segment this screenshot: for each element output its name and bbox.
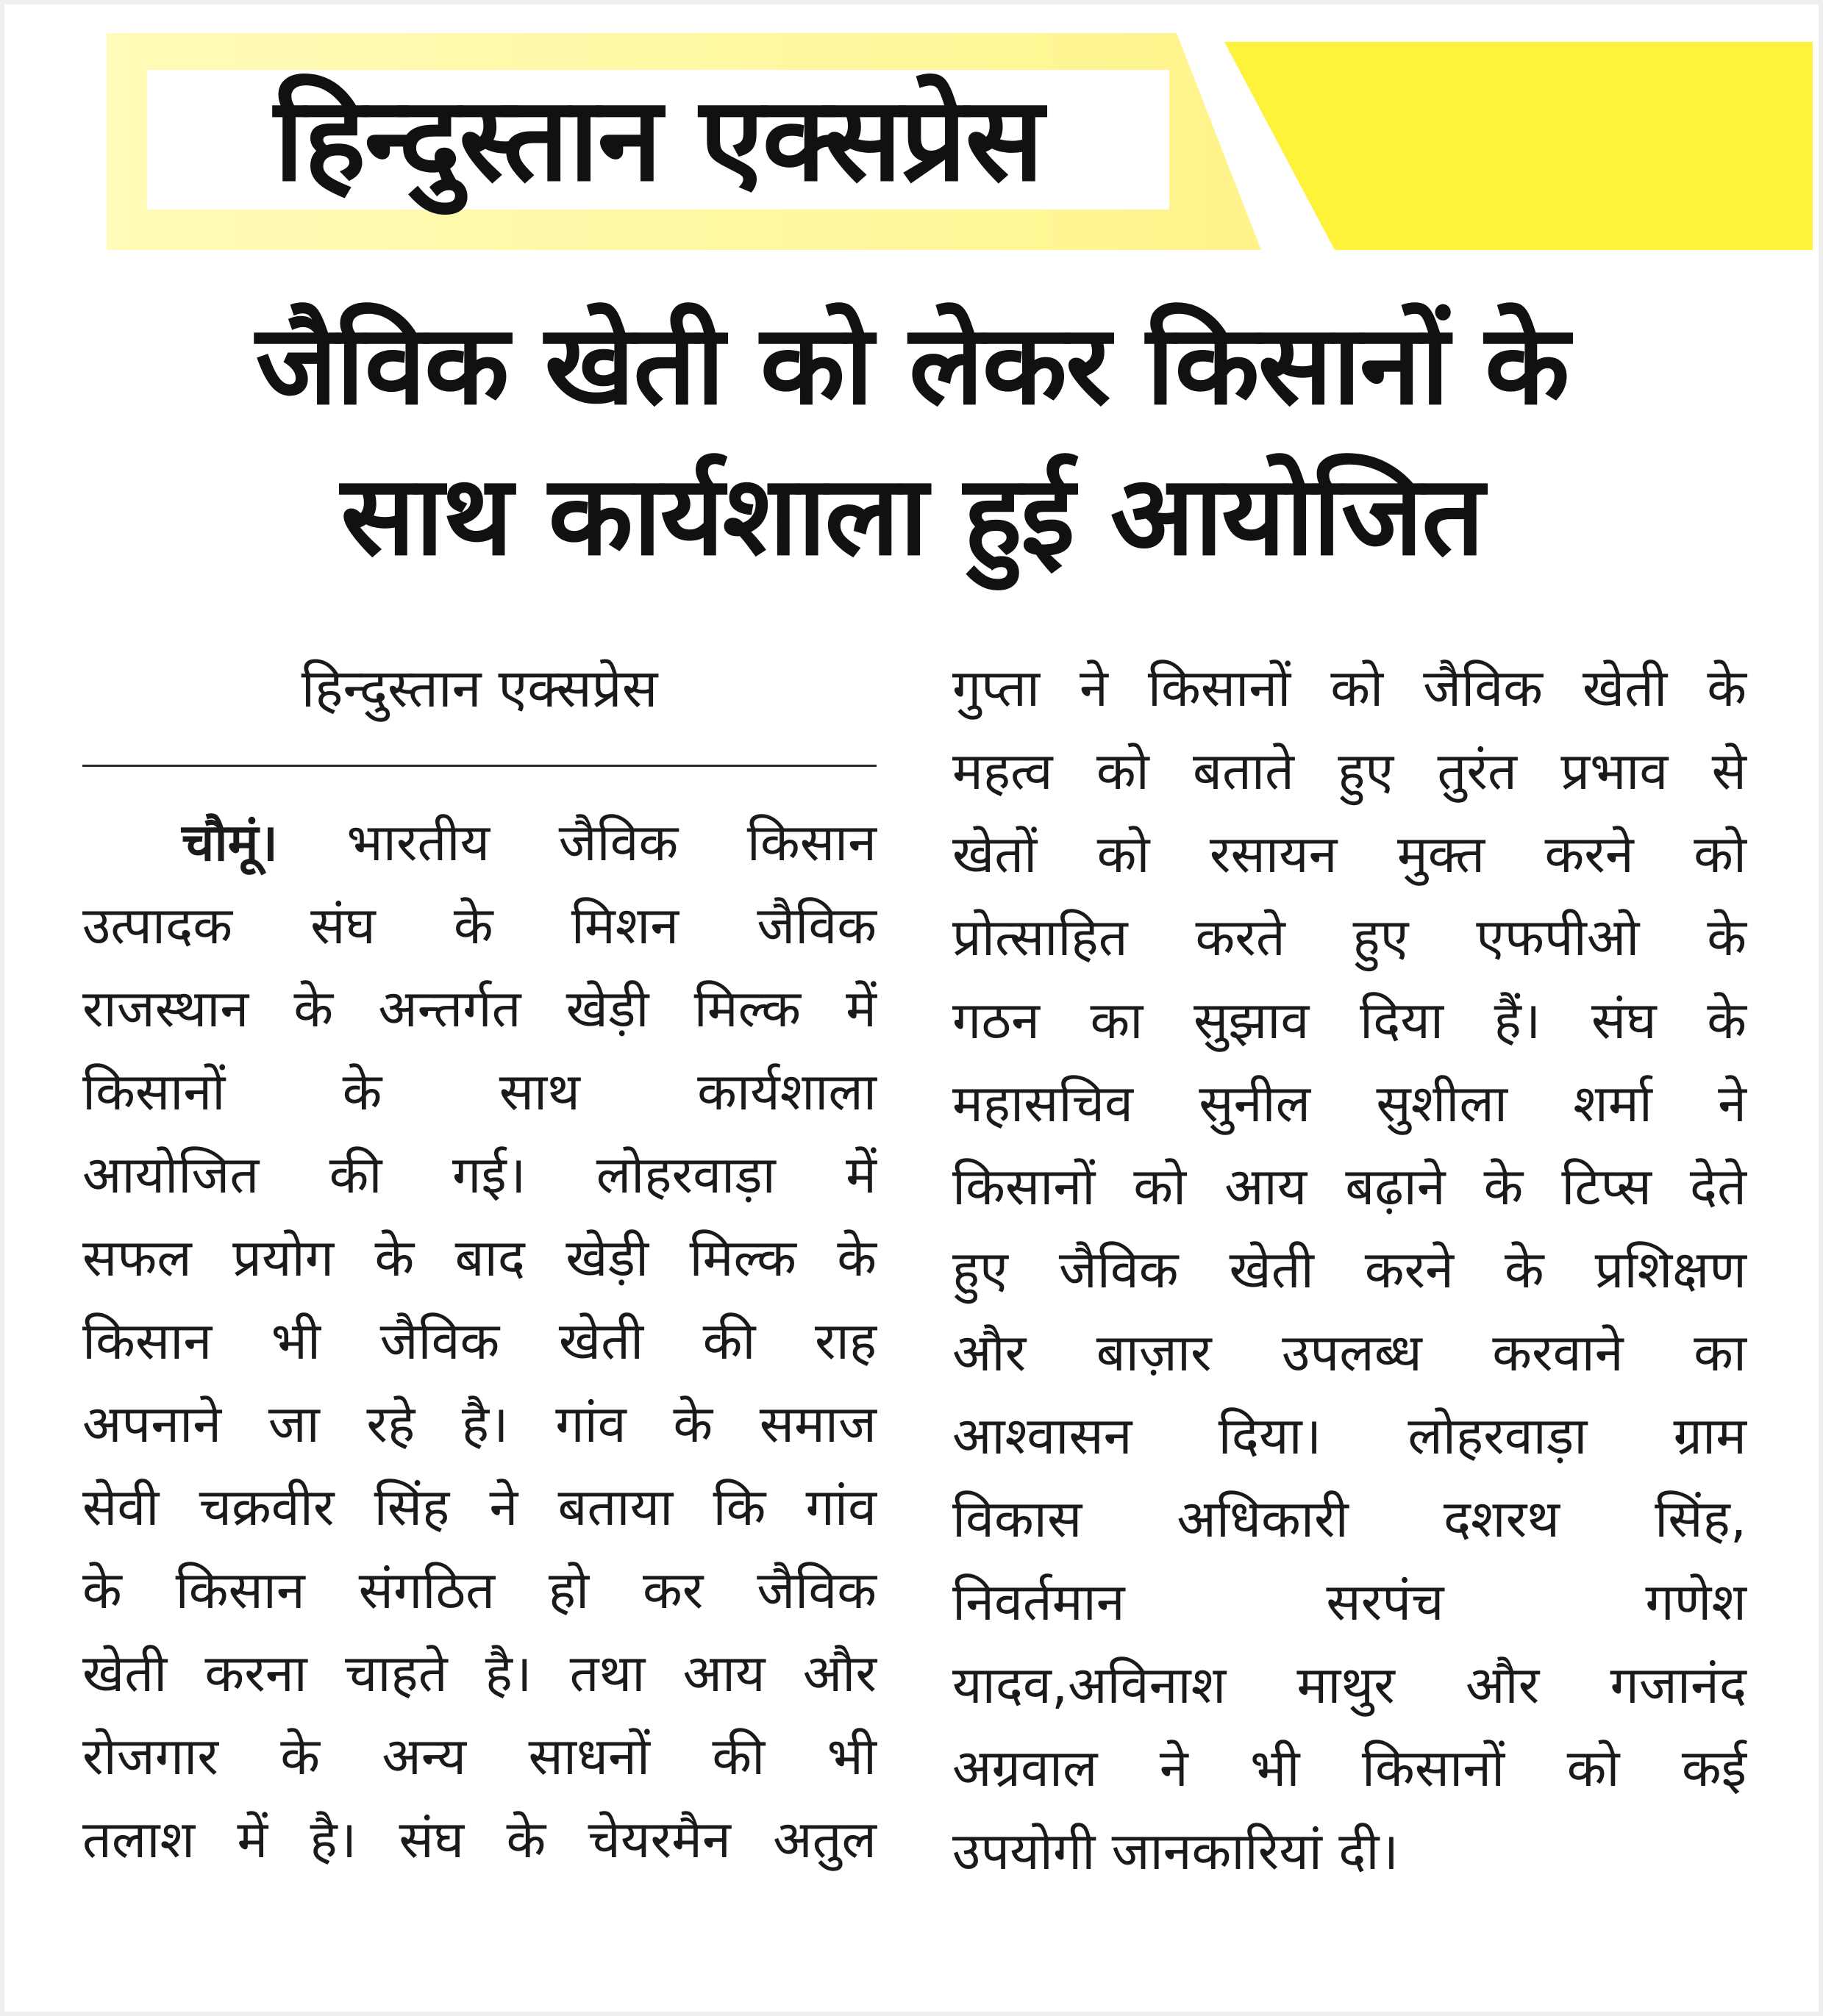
headline-line-1: जैविक खेती को लेकर किसानों के bbox=[255, 301, 1569, 429]
article-line: किसान भी जैविक खेती की राह bbox=[82, 1311, 877, 1371]
article-line: खेतों को रसायन मुक्त करने को bbox=[952, 824, 1747, 884]
byline-divider bbox=[82, 765, 877, 767]
masthead-logo-box bbox=[147, 70, 1169, 210]
masthead-title: हिन्दुस्तान एक्सप्रेस bbox=[274, 71, 1043, 207]
article-line: किसानों के साथ कार्यशाला bbox=[82, 1062, 877, 1122]
article-column-right bbox=[952, 647, 1747, 1893]
article-line: हुए जैविक खेती करने के प्रशिक्षण bbox=[952, 1240, 1747, 1300]
article-line: यादव,अविनाश माथुर और गजानंद bbox=[952, 1655, 1747, 1715]
article-line: रोजगार के अन्य साधनों की भी bbox=[82, 1726, 877, 1787]
article-line: सेवी चक्रवीर सिंह ने बताया कि गांव bbox=[82, 1477, 877, 1537]
article-line: निवर्तमान सरपंच गणेश bbox=[952, 1572, 1747, 1632]
article-column-left bbox=[82, 801, 877, 1881]
article-line: प्रोत्साहित करते हुए एफपीओ के bbox=[952, 907, 1747, 968]
article-line: सफल प्रयोग के बाद खेड़ी मिल्क के bbox=[82, 1228, 877, 1288]
article-line: तलाश में है। संघ के चेयरमैन अतुल bbox=[82, 1809, 877, 1870]
article-line: उपयोगी जानकारियां दी। bbox=[952, 1821, 1399, 1881]
article-line: उत्पादक संघ के मिशन जैविक bbox=[82, 896, 877, 956]
article-line: किसानों को आय बढ़ाने के टिप्स देते bbox=[952, 1157, 1747, 1217]
article-line: महासचिव सुनील सुशीला शर्मा ने bbox=[952, 1073, 1747, 1134]
article-line: चौमूं। भारतीय जैविक किसान bbox=[182, 812, 877, 873]
article-line: गठन का सुझाव दिया हैं। संघ के bbox=[952, 990, 1747, 1051]
article-line: विकास अधिकारी दशरथ सिंह, bbox=[952, 1489, 1747, 1549]
article-line: राजस्थान के अन्तर्गत खेड़ी मिल्क में bbox=[82, 979, 877, 1039]
banner-right-band bbox=[1224, 42, 1813, 250]
article-line: खेती करना चाहते है। तथा आय और bbox=[82, 1643, 877, 1704]
article-line: और बाज़ार उपलब्ध करवाने का bbox=[952, 1323, 1747, 1383]
article-line: आयोजित की गई। लोहरवाड़ा में bbox=[82, 1145, 877, 1205]
article-line: महत्व को बताते हुए तुरंत प्रभाव से bbox=[952, 741, 1747, 801]
dateline: चौमूं। bbox=[182, 812, 278, 873]
byline: हिन्दुस्तान एक्सप्रेस bbox=[301, 657, 658, 719]
article-headline bbox=[110, 290, 1713, 592]
article-line: आश्वासन दिया। लोहरवाड़ा ग्राम bbox=[952, 1406, 1747, 1466]
article-line: गुप्ता ने किसानों को जैविक खेती के bbox=[952, 658, 1747, 718]
article-line: के किसान संगठित हो कर जैविक bbox=[82, 1560, 877, 1620]
article-line: अपनाने जा रहे है। गांव के समाज bbox=[82, 1394, 877, 1454]
article-line: अग्रवाल ने भी किसानों को कई bbox=[952, 1738, 1747, 1798]
headline-line-2: साथ कार्यशाला हुई आयोजित bbox=[340, 452, 1483, 580]
